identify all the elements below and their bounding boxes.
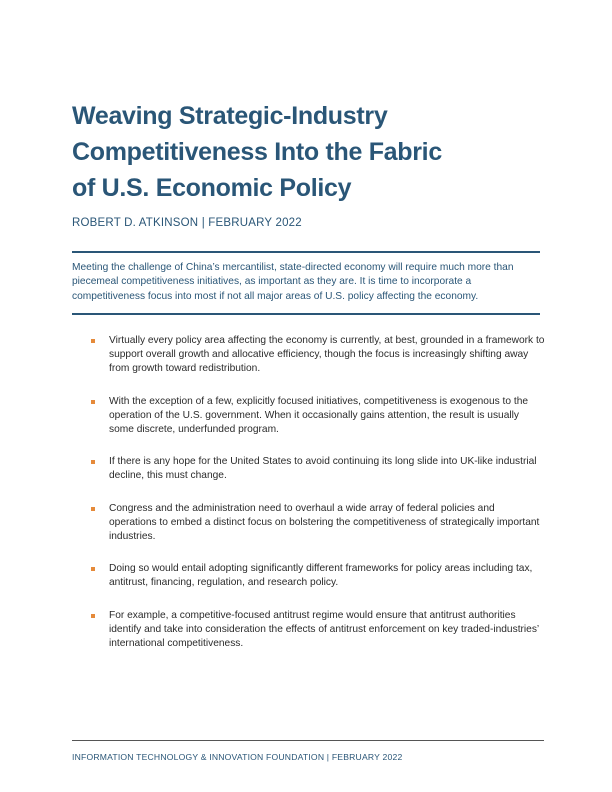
page-footer: INFORMATION TECHNOLOGY & INNOVATION FOUNDATION | FEBRUARY 2022 <box>72 752 403 762</box>
title-line: Weaving Strategic-Industry <box>72 102 388 130</box>
square-bullet-icon <box>91 507 95 511</box>
key-point <box>90 455 545 483</box>
key-point <box>90 334 545 377</box>
key-point-text: Congress and the administration need to overhaul a wide array of federal policies and operations to embed a distinct focus on bolstering the competitiveness of strategically important industries. <box>109 502 540 543</box>
key-point-text: With the exception of a few, explicitly focused initiatives, competitiveness is exogenous to the operation of the U.S. government. When it occasionally gains attention, the result is usually some discrete, underfunded program. <box>109 395 529 436</box>
square-bullet-icon <box>91 460 95 464</box>
key-point-text: For example, a competitive-focused antitrust regime would ensure that antitrust authorities identify and take into consideration the effects of antitrust enforcement on key traded-industries’ international competitiveness. <box>109 609 539 650</box>
key-point <box>90 502 545 545</box>
summary-top-rule <box>72 251 540 253</box>
key-point-text: Doing so would entail adopting significantly different frameworks for policy areas including tax, antitrust, financing, regulation, and research policy. <box>109 563 533 589</box>
author-date-byline: ROBERT D. ATKINSON | FEBRUARY 2022 <box>72 217 302 229</box>
square-bullet-icon <box>91 400 95 404</box>
summary-text: Meeting the challenge of China’s mercantilist, state-directed economy will require much more than piecemeal competitiveness initiatives, as important as they are. It is time to incorporate a competitiveness focus into most if not all major areas of U.S. policy affecting the economy. <box>72 262 514 302</box>
key-point <box>90 609 545 652</box>
key-points-list <box>90 334 545 669</box>
key-point-text: If there is any hope for the United States to avoid continuing its long slide into UK-like industrial decline, this must change. <box>109 456 537 482</box>
square-bullet-icon <box>91 339 95 343</box>
title-line: Competitiveness Into the Fabric <box>72 138 442 166</box>
title-line: of U.S. Economic Policy <box>72 174 352 202</box>
summary-bottom-rule <box>72 313 540 315</box>
footer-rule <box>72 740 544 741</box>
square-bullet-icon <box>91 614 95 618</box>
key-point <box>90 562 545 590</box>
key-point-text: Virtually every policy area affecting the economy is currently, at best, grounded in a framework to support overall growth and allocative efficiency, though the focus is increasingly shifting away from growth toward redistribution. <box>109 335 545 375</box>
square-bullet-icon <box>91 567 95 571</box>
report-title <box>72 98 542 206</box>
key-point <box>90 395 545 438</box>
